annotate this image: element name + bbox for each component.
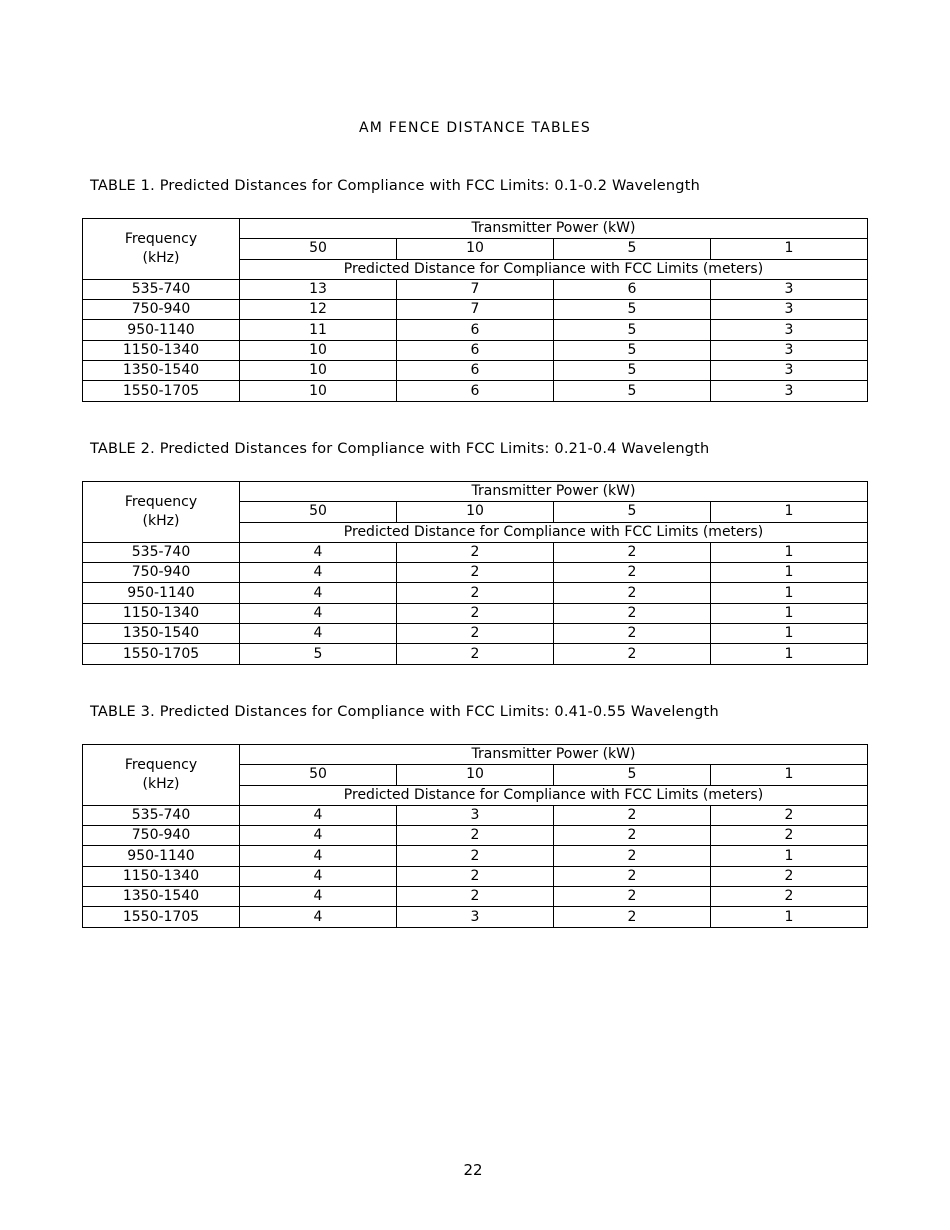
distance-header: Predicted Distance for Compliance with FCC Limits (meters) bbox=[240, 259, 868, 279]
distance-cell: 4 bbox=[240, 624, 397, 644]
distance-cell: 7 bbox=[397, 279, 554, 299]
distance-cell: 6 bbox=[554, 279, 711, 299]
frequency-cell: 535-740 bbox=[83, 542, 240, 562]
table-2-caption: TABLE 2. Predicted Distances for Compliance with FCC Limits: 0.21-0.4 Wavelength bbox=[90, 441, 710, 457]
distance-cell: 4 bbox=[240, 907, 397, 927]
distance-cell: 2 bbox=[554, 805, 711, 825]
distance-cell: 2 bbox=[711, 866, 868, 886]
table-row bbox=[83, 603, 868, 623]
table-row bbox=[83, 866, 868, 886]
distance-cell: 4 bbox=[240, 846, 397, 866]
distance-cell: 10 bbox=[240, 361, 397, 381]
power-value: 1 bbox=[711, 502, 868, 522]
power-value: 1 bbox=[711, 765, 868, 785]
power-value: 1 bbox=[711, 239, 868, 259]
distance-cell: 5 bbox=[554, 381, 711, 401]
distance-cell: 3 bbox=[711, 320, 868, 340]
table-1 bbox=[82, 218, 868, 402]
frequency-cell: 1150-1340 bbox=[83, 603, 240, 623]
distance-cell: 5 bbox=[240, 644, 397, 664]
frequency-label: Frequency bbox=[124, 756, 198, 773]
distance-cell: 1 bbox=[711, 907, 868, 927]
distance-cell: 3 bbox=[711, 279, 868, 299]
distance-cell: 2 bbox=[397, 542, 554, 562]
distance-cell: 5 bbox=[554, 340, 711, 360]
frequency-cell: 750-940 bbox=[83, 563, 240, 583]
table-row bbox=[83, 846, 868, 866]
table-row bbox=[83, 563, 868, 583]
distance-cell: 3 bbox=[711, 300, 868, 320]
distance-cell: 5 bbox=[554, 320, 711, 340]
frequency-label: Frequency bbox=[124, 230, 198, 247]
frequency-cell: 535-740 bbox=[83, 279, 240, 299]
distance-cell: 1 bbox=[711, 583, 868, 603]
frequency-cell: 1350-1540 bbox=[83, 887, 240, 907]
power-value: 50 bbox=[240, 765, 397, 785]
table-header-row bbox=[83, 745, 868, 765]
frequency-unit: (kHz) bbox=[142, 512, 180, 529]
power-value: 5 bbox=[554, 765, 711, 785]
transmitter-power-header: Transmitter Power (kW) bbox=[240, 745, 868, 765]
power-value: 10 bbox=[397, 239, 554, 259]
distance-cell: 2 bbox=[397, 826, 554, 846]
distance-cell: 10 bbox=[240, 340, 397, 360]
distance-cell: 12 bbox=[240, 300, 397, 320]
table-row bbox=[83, 907, 868, 927]
page-title: AM FENCE DISTANCE TABLES bbox=[359, 120, 591, 136]
distance-cell: 6 bbox=[397, 320, 554, 340]
frequency-cell: 1350-1540 bbox=[83, 624, 240, 644]
power-value: 50 bbox=[240, 502, 397, 522]
distance-cell: 10 bbox=[240, 381, 397, 401]
table-row bbox=[83, 644, 868, 664]
frequency-cell: 535-740 bbox=[83, 805, 240, 825]
distance-cell: 2 bbox=[554, 542, 711, 562]
table-row bbox=[83, 624, 868, 644]
table-row bbox=[83, 826, 868, 846]
distance-cell: 4 bbox=[240, 866, 397, 886]
distance-cell: 4 bbox=[240, 583, 397, 603]
frequency-cell: 1150-1340 bbox=[83, 866, 240, 886]
distance-cell: 2 bbox=[554, 907, 711, 927]
distance-cell: 2 bbox=[711, 887, 868, 907]
distance-cell: 13 bbox=[240, 279, 397, 299]
distance-cell: 4 bbox=[240, 542, 397, 562]
table-row bbox=[83, 805, 868, 825]
distance-cell: 2 bbox=[397, 887, 554, 907]
frequency-cell: 1550-1705 bbox=[83, 381, 240, 401]
table-3-caption: TABLE 3. Predicted Distances for Compliance with FCC Limits: 0.41-0.55 Wavelength bbox=[90, 704, 719, 720]
distance-cell: 6 bbox=[397, 381, 554, 401]
table-row bbox=[83, 583, 868, 603]
table-row bbox=[83, 320, 868, 340]
distance-cell: 4 bbox=[240, 805, 397, 825]
table-row bbox=[83, 381, 868, 401]
table-row bbox=[83, 279, 868, 299]
distance-cell: 1 bbox=[711, 644, 868, 664]
distance-cell: 4 bbox=[240, 563, 397, 583]
distance-header: Predicted Distance for Compliance with FCC Limits (meters) bbox=[240, 522, 868, 542]
table-header-row bbox=[83, 219, 868, 239]
distance-cell: 1 bbox=[711, 563, 868, 583]
distance-cell: 11 bbox=[240, 320, 397, 340]
distance-cell: 2 bbox=[397, 603, 554, 623]
distance-cell: 2 bbox=[397, 846, 554, 866]
distance-cell: 3 bbox=[711, 340, 868, 360]
frequency-unit: (kHz) bbox=[142, 249, 180, 266]
distance-cell: 3 bbox=[711, 381, 868, 401]
table-header-row bbox=[83, 482, 868, 502]
distance-cell: 2 bbox=[397, 866, 554, 886]
distance-cell: 1 bbox=[711, 846, 868, 866]
distance-cell: 2 bbox=[554, 887, 711, 907]
transmitter-power-header: Transmitter Power (kW) bbox=[240, 219, 868, 239]
transmitter-power-header: Transmitter Power (kW) bbox=[240, 482, 868, 502]
distance-cell: 2 bbox=[554, 846, 711, 866]
distance-cell: 4 bbox=[240, 603, 397, 623]
distance-cell: 4 bbox=[240, 826, 397, 846]
distance-cell: 2 bbox=[397, 644, 554, 664]
table-row bbox=[83, 340, 868, 360]
distance-header: Predicted Distance for Compliance with FCC Limits (meters) bbox=[240, 785, 868, 805]
distance-cell: 3 bbox=[397, 805, 554, 825]
distance-cell: 1 bbox=[711, 603, 868, 623]
frequency-cell: 1550-1705 bbox=[83, 644, 240, 664]
frequency-column-header bbox=[83, 745, 240, 806]
distance-cell: 3 bbox=[711, 361, 868, 381]
table-row bbox=[83, 887, 868, 907]
distance-cell: 2 bbox=[554, 583, 711, 603]
table-2 bbox=[82, 481, 868, 665]
frequency-cell: 950-1140 bbox=[83, 583, 240, 603]
frequency-cell: 1150-1340 bbox=[83, 340, 240, 360]
distance-cell: 6 bbox=[397, 340, 554, 360]
distance-cell: 2 bbox=[554, 563, 711, 583]
table-3 bbox=[82, 744, 868, 928]
frequency-cell: 1350-1540 bbox=[83, 361, 240, 381]
distance-cell: 2 bbox=[711, 826, 868, 846]
frequency-unit: (kHz) bbox=[142, 775, 180, 792]
frequency-column-header bbox=[83, 219, 240, 280]
distance-cell: 7 bbox=[397, 300, 554, 320]
distance-cell: 2 bbox=[397, 563, 554, 583]
distance-cell: 1 bbox=[711, 542, 868, 562]
distance-cell: 2 bbox=[397, 624, 554, 644]
frequency-cell: 750-940 bbox=[83, 300, 240, 320]
power-value: 5 bbox=[554, 502, 711, 522]
distance-cell: 6 bbox=[397, 361, 554, 381]
frequency-label: Frequency bbox=[124, 493, 198, 510]
distance-cell: 2 bbox=[554, 644, 711, 664]
distance-cell: 2 bbox=[554, 866, 711, 886]
table-row bbox=[83, 300, 868, 320]
distance-cell: 2 bbox=[397, 583, 554, 603]
distance-cell: 2 bbox=[711, 805, 868, 825]
power-value: 10 bbox=[397, 502, 554, 522]
power-value: 50 bbox=[240, 239, 397, 259]
distance-cell: 2 bbox=[554, 826, 711, 846]
distance-cell: 3 bbox=[397, 907, 554, 927]
distance-cell: 2 bbox=[554, 624, 711, 644]
power-value: 5 bbox=[554, 239, 711, 259]
power-value: 10 bbox=[397, 765, 554, 785]
distance-cell: 5 bbox=[554, 300, 711, 320]
distance-cell: 2 bbox=[554, 603, 711, 623]
table-row bbox=[83, 542, 868, 562]
frequency-cell: 950-1140 bbox=[83, 846, 240, 866]
distance-cell: 5 bbox=[554, 361, 711, 381]
distance-cell: 1 bbox=[711, 624, 868, 644]
frequency-cell: 1550-1705 bbox=[83, 907, 240, 927]
table-row bbox=[83, 361, 868, 381]
frequency-cell: 950-1140 bbox=[83, 320, 240, 340]
page-number: 22 bbox=[463, 1161, 483, 1179]
frequency-column-header bbox=[83, 482, 240, 543]
table-1-caption: TABLE 1. Predicted Distances for Compliance with FCC Limits: 0.1-0.2 Wavelength bbox=[90, 178, 700, 194]
distance-cell: 4 bbox=[240, 887, 397, 907]
frequency-cell: 750-940 bbox=[83, 826, 240, 846]
